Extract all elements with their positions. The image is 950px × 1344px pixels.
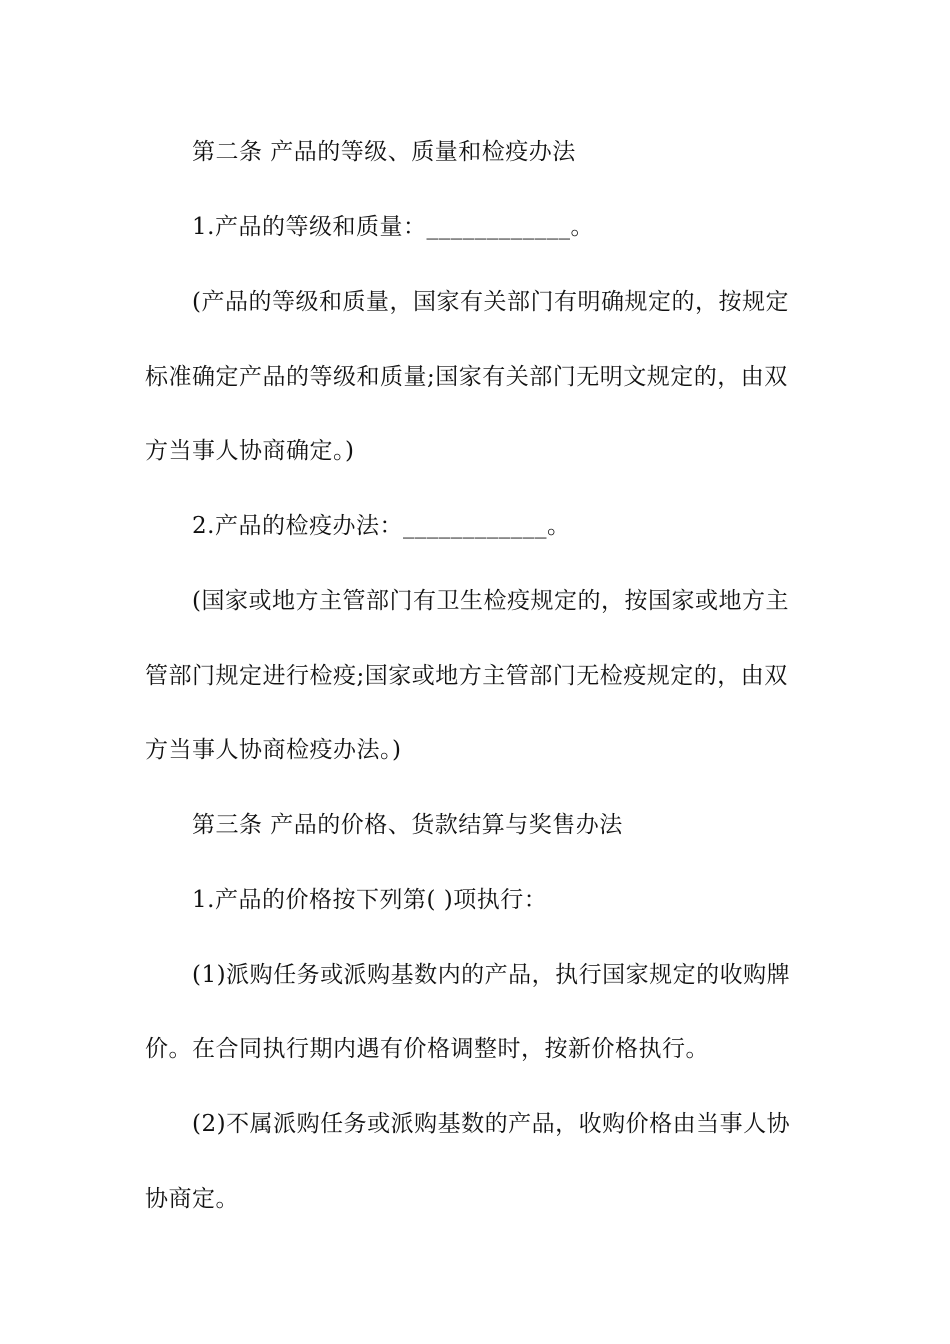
clause-line: 2.产品的检疫办法：____________。 — [192, 513, 571, 539]
article-heading: 第二条 产品的等级、质量和检疫办法 — [192, 139, 576, 165]
article-heading: 第三条 产品的价格、货款结算与奖售办法 — [192, 812, 623, 838]
paragraph-line: 标准确定产品的等级和质量;国家有关部门无明文规定的，由双 — [145, 364, 788, 390]
paragraph-line: 管部门规定进行检疫;国家或地方主管部门无检疫规定的，由双 — [145, 663, 788, 689]
paragraph-line: 方当事人协商检疫办法。) — [145, 737, 402, 763]
paragraph-line: 价。在合同执行期内遇有价格调整时，按新价格执行。 — [145, 1036, 709, 1062]
paragraph-line: 方当事人协商确定。) — [145, 438, 355, 464]
paragraph-line: (2)不属派购任务或派购基数的产品，收购价格由当事人协 — [192, 1111, 791, 1137]
paragraph-line: (1)派购任务或派购基数内的产品，执行国家规定的收购牌 — [192, 962, 791, 988]
clause-line: 1.产品的等级和质量：____________。 — [192, 214, 594, 240]
paragraph-line: 协商定。 — [145, 1186, 239, 1212]
paragraph-line: (国家或地方主管部门有卫生检疫规定的，按国家或地方主 — [192, 588, 789, 614]
clause-line: 1.产品的价格按下列第( )项执行： — [192, 887, 548, 913]
paragraph-line: (产品的等级和质量，国家有关部门有明确规定的，按规定 — [192, 289, 789, 315]
